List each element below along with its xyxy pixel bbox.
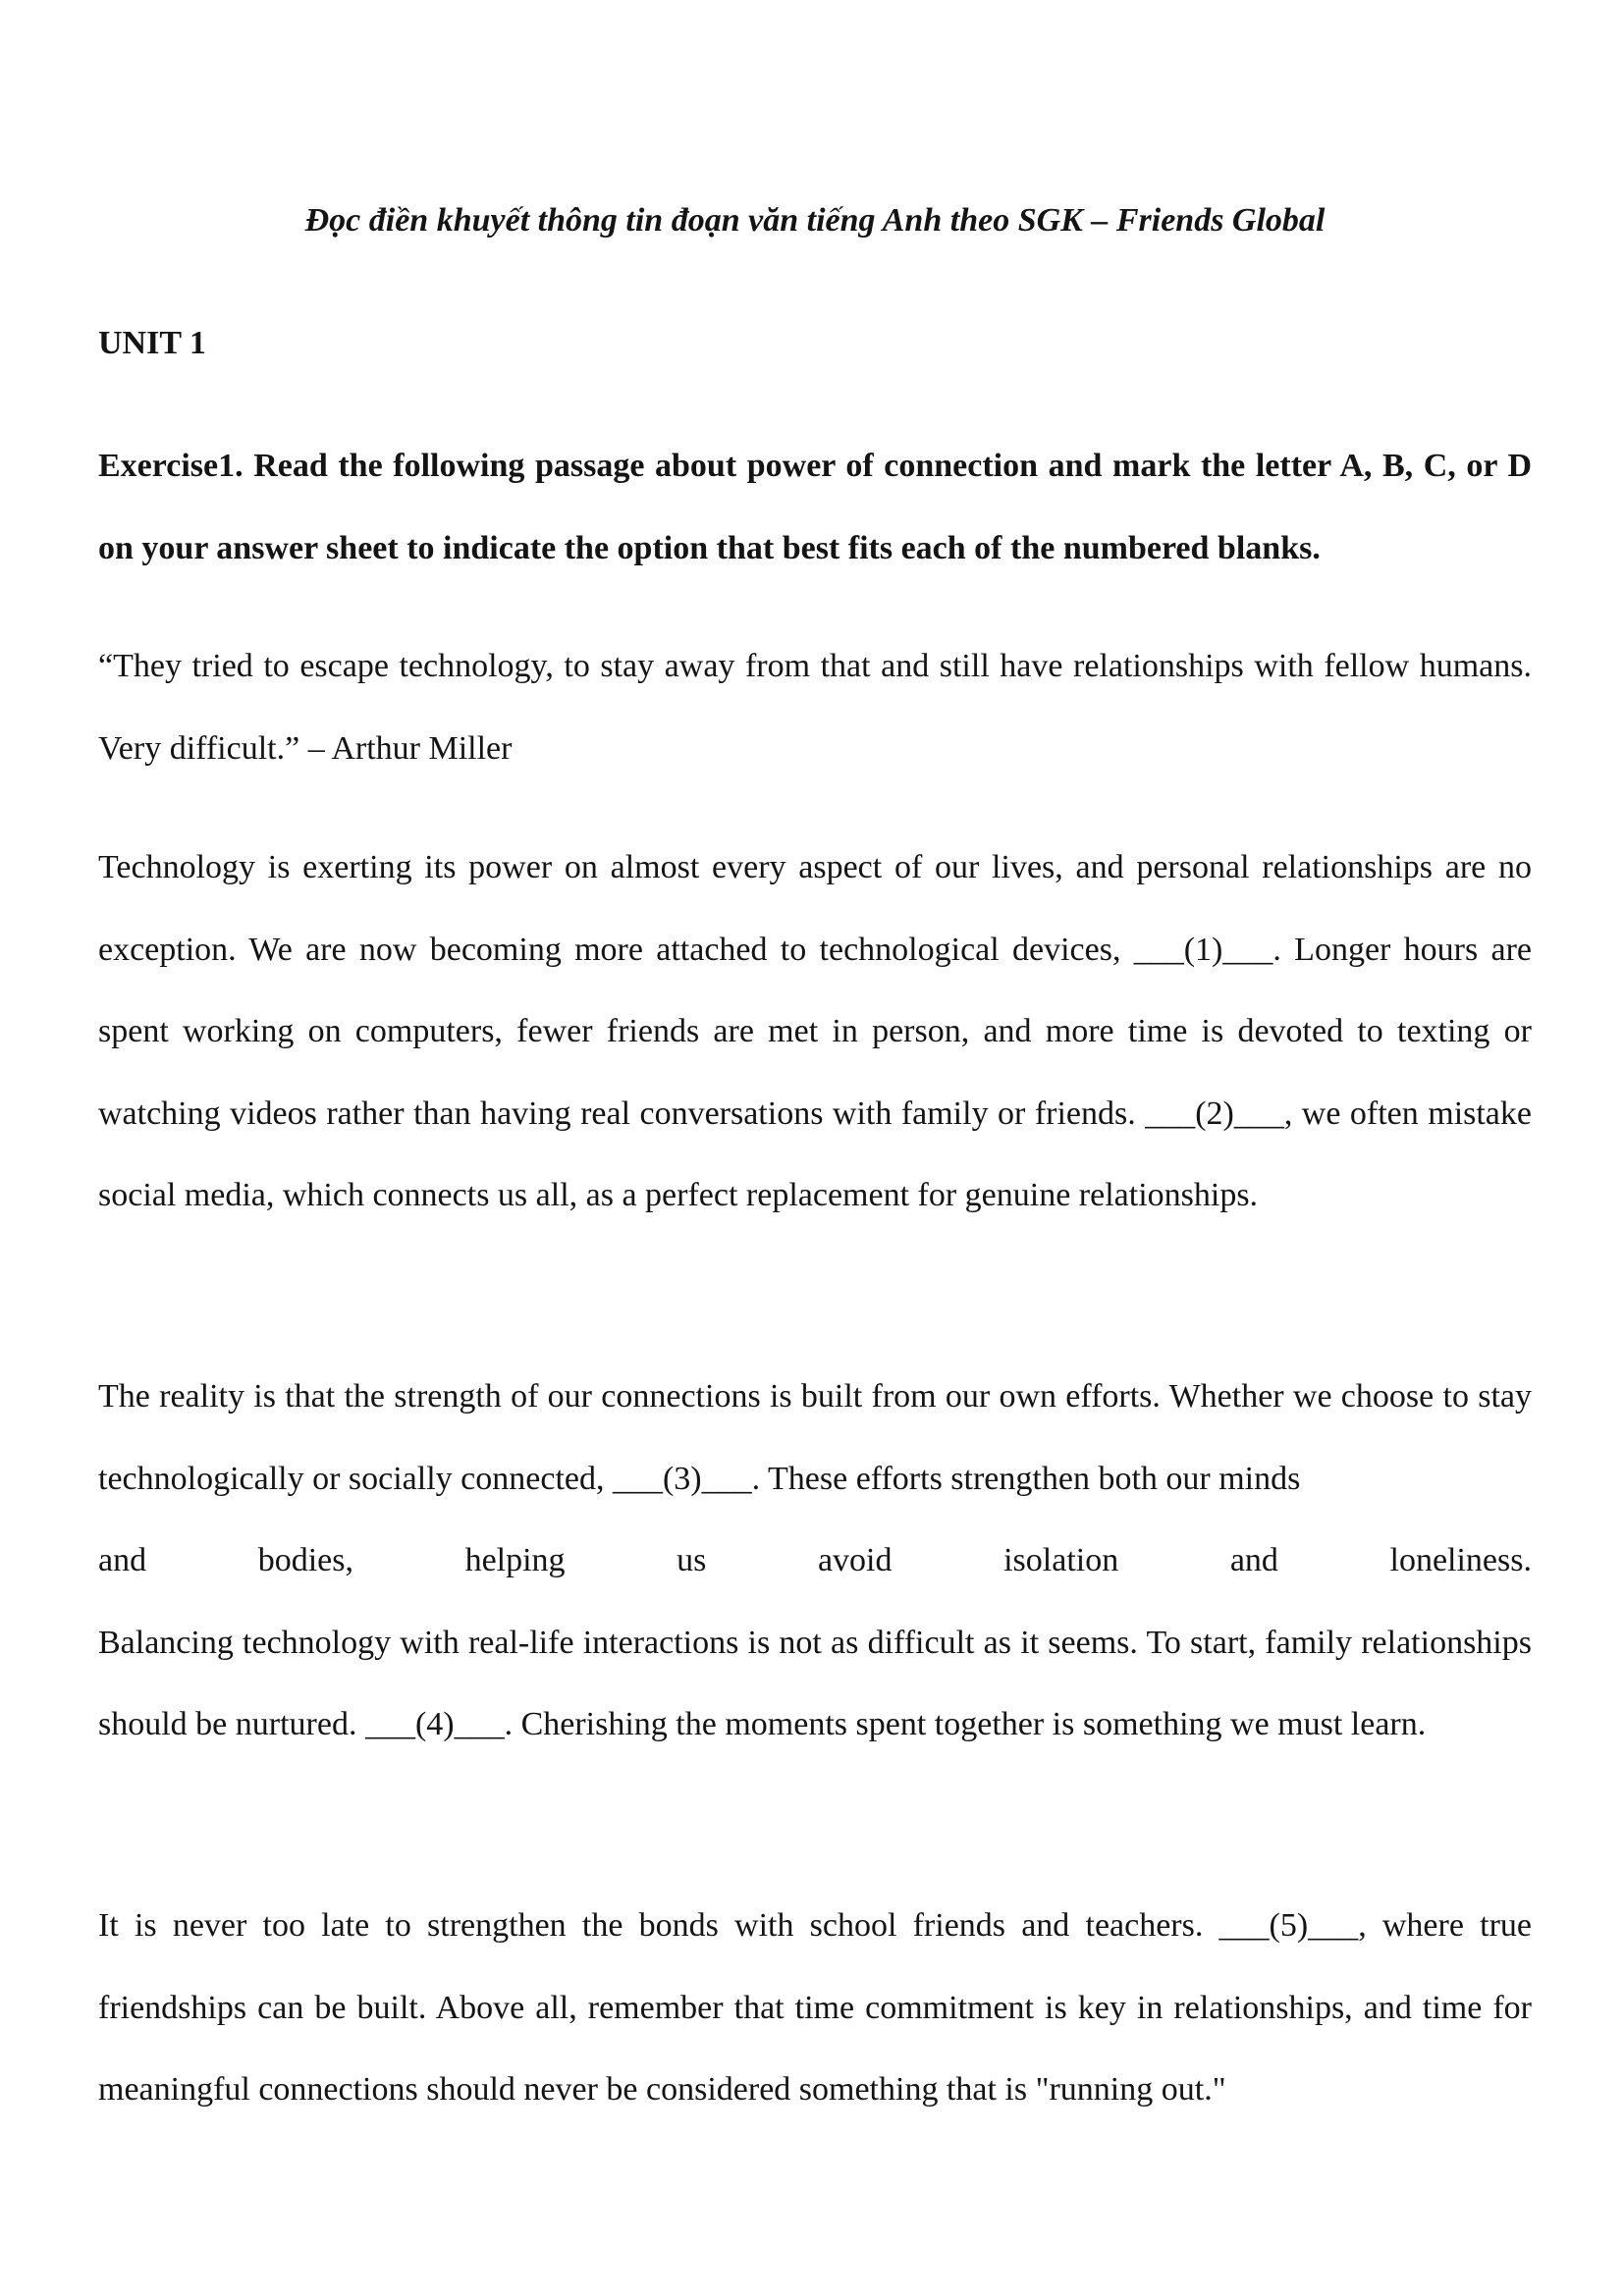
document-title: Đọc điền khuyết thông tin đoạn văn tiếng Anh theo SGK – Friends Global bbox=[304, 202, 1326, 239]
unit-heading: UNIT 1 bbox=[98, 325, 206, 361]
passage-paragraph-2 bbox=[98, 1356, 1532, 1766]
spread-word: bodies, bbox=[257, 1542, 353, 1578]
spread-word: isolation bbox=[1003, 1542, 1119, 1578]
spread-word: and bbox=[1229, 1542, 1278, 1578]
quote-paragraph: “They tried to escape technology, to stay away from that and still have relationships with fellow humans. Very difficult.” – Arthur Miller bbox=[98, 648, 1532, 767]
exercise-instruction: Exercise1. Read the following passage about power of connection and mark the letter A, B, C, or D on your answer sheet to indicate the option that best fits each of the numbered blanks. bbox=[98, 448, 1532, 566]
spread-word: loneliness. bbox=[1389, 1542, 1532, 1578]
passage-paragraph-3: It is never too late to strengthen the bonds with school friends and teachers. ___(5)___, where true friendships can be built. Above all, remember that time commitment is key in relationships, and time for meaningful connections should never be considered something that is "running out." bbox=[98, 1907, 1532, 2108]
spread-word: us bbox=[677, 1542, 707, 1578]
spread-word: avoid bbox=[817, 1542, 893, 1578]
spread-word: helping bbox=[464, 1542, 566, 1578]
spread-word: and bbox=[98, 1542, 147, 1578]
paragraph-2-spread-line bbox=[98, 1520, 1532, 1602]
paragraph-2-intro: The reality is that the strength of our connections is built from our own efforts. Whether we choose to stay technologically or socially connected, ___(3)___. These efforts strengthen both our minds bbox=[98, 1378, 1532, 1497]
passage-paragraph-1: Technology is exerting its power on almost every aspect of our lives, and personal relationships are no exception. We are now becoming more attached to technological devices, ___(1)___. Longer hours are spent working on computers, fewer friends are met in person, and more time is devoted to texting or watching videos rather than having real conversations with family or friends. ___(2)___, we often mistake social media, which connects us all, as a perfect replacement for genuine relationships. bbox=[98, 849, 1532, 1213]
paragraph-2-continuation: Balancing technology with real-life interactions is not as difficult as it seems. To start, family relationships should be nurtured. ___(4)___. Cherishing the moments spent together is something we must learn. bbox=[98, 1624, 1532, 1742]
